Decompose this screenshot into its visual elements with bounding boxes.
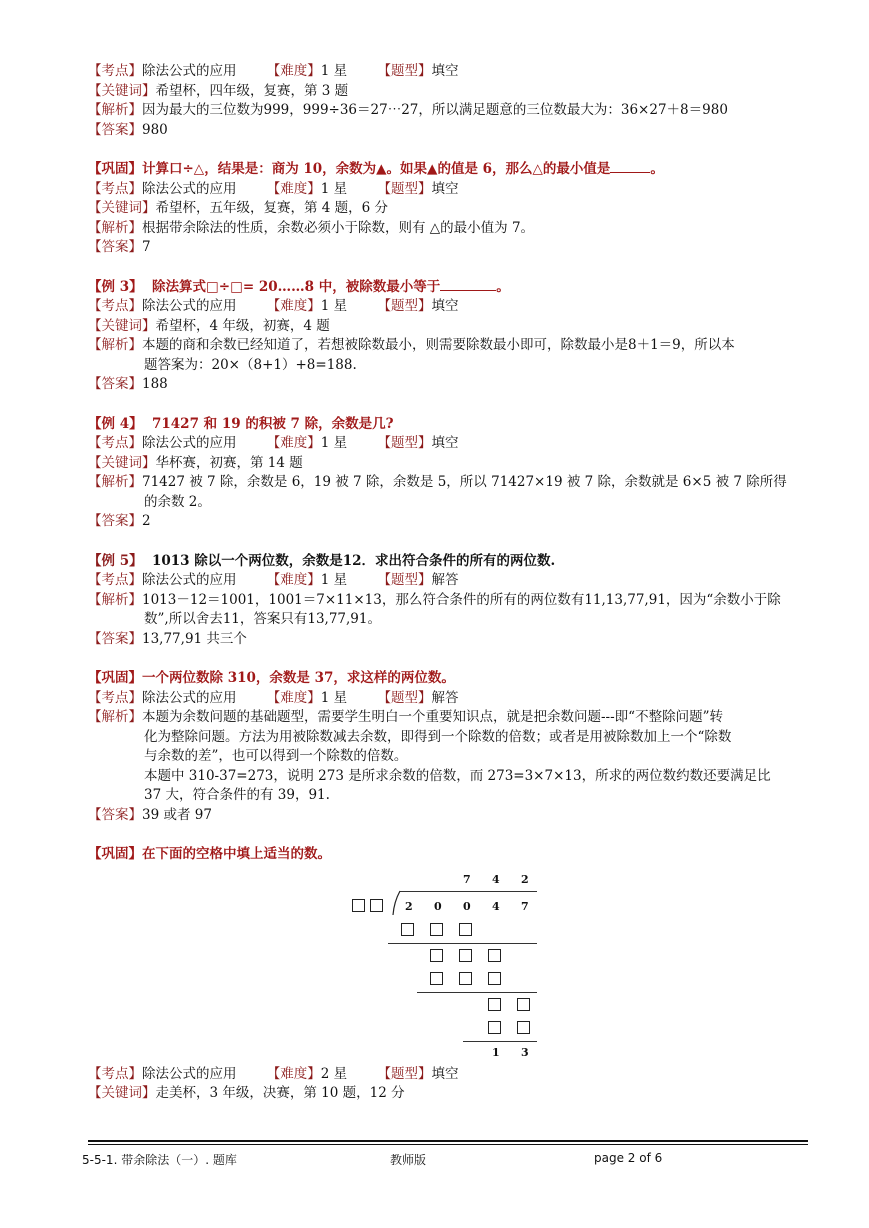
quotient-digit: 7 (463, 872, 471, 886)
question-line (88, 845, 808, 865)
digit-box[interactable] (430, 923, 443, 936)
divisor-box[interactable] (352, 899, 365, 912)
nandu-value: 1 星 (320, 689, 348, 706)
digit-box[interactable] (459, 949, 472, 962)
tixing-tag: 【题型】 (377, 180, 432, 197)
nandu-tag: 【难度】 (266, 298, 321, 314)
nandu-value: 1 星 (320, 298, 348, 314)
question-label: 【巩固】 (88, 161, 142, 177)
keyword-tag: 【关键词】 (88, 200, 156, 216)
analysis-tag: 【解析】 (88, 219, 142, 236)
tixing-value: 填空 (431, 180, 459, 197)
nandu-tag: 【难度】 (266, 435, 321, 451)
digit-box[interactable] (488, 949, 501, 962)
answer-tag: 【答案】 (88, 630, 142, 647)
kaodian-value: 除法公式的应用 (142, 689, 237, 706)
question-text: 在下面的空格中填上适当的数。 (142, 846, 331, 862)
question-text: 一个两位数除 310，余数是 37，求这样的两位数。 (142, 670, 455, 686)
analysis-text-cont: 化为整除问题。方法为用被除数减去余数，即得到一个除数的倍数；或者是用被除数加上一个“除数 (144, 728, 732, 745)
dividend-digit: 4 (492, 899, 500, 913)
meta-line (88, 297, 808, 317)
kaodian-tag: 【考点】 (88, 180, 142, 197)
digit-box[interactable] (430, 949, 443, 962)
subtraction-line (388, 943, 537, 944)
question-label: 【例 4】 (88, 415, 143, 432)
keyword-tag: 【关键词】 (88, 1085, 156, 1101)
footer-doc-title: 5-5-1. 带余除法（一）. 题库 (82, 1153, 237, 1167)
nandu-tag: 【难度】 (266, 689, 321, 706)
question-line (88, 552, 808, 572)
meta-line (88, 571, 808, 591)
divisor-box[interactable] (370, 899, 383, 912)
meta-line (88, 689, 808, 709)
tixing-tag: 【题型】 (377, 1065, 432, 1082)
answer-blank (610, 160, 650, 173)
footer-rule (88, 1140, 808, 1142)
kaodian-value: 除法公式的应用 (142, 298, 237, 314)
footer-edition: 教师版 (390, 1153, 427, 1167)
question-text: 1013 除以一个两位数，余数是12．求出符合条件的所有的两位数. (152, 552, 556, 569)
answer-value: 39 或者 97 (142, 806, 212, 823)
question-label: 【巩固】 (88, 846, 142, 862)
problem-block-7 (88, 845, 808, 1104)
analysis-text: 1013－12＝1001，1001＝7×11×13，那么符合条件的所有的两位数有11,13,77,91，因为“余数小于除 (142, 591, 781, 608)
dividend-digit: 0 (434, 899, 442, 913)
tixing-tag: 【题型】 (377, 572, 432, 588)
tixing-tag: 【题型】 (377, 298, 432, 314)
long-division-diagram (0, 869, 869, 1059)
nandu-tag: 【难度】 (266, 180, 321, 197)
digit-box[interactable] (459, 972, 472, 985)
tixing-tag: 【题型】 (377, 689, 432, 706)
digit-box[interactable] (488, 998, 501, 1011)
nandu-value: 1 星 (320, 435, 348, 451)
keyword-value: 希望杯，五年级，复赛，第 4 题，6 分 (155, 200, 389, 216)
answer-value: 13,77,91 共三个 (142, 630, 247, 647)
problem-block-6 (88, 669, 808, 825)
digit-box[interactable] (488, 972, 501, 985)
digit-box[interactable] (488, 1021, 501, 1034)
keyword-tag: 【关键词】 (88, 82, 156, 99)
keyword-value: 希望杯，四年级，复赛，第 3 题 (155, 82, 349, 99)
question-label: 【巩固】 (88, 670, 142, 686)
subtraction-line (417, 992, 537, 993)
nandu-tag: 【难度】 (266, 572, 321, 588)
page-footer (82, 1140, 808, 1169)
problem-block-4 (88, 415, 808, 532)
footer-rule (88, 1144, 808, 1145)
analysis-tag: 【解析】 (88, 474, 142, 490)
dividend-digit: 0 (463, 899, 471, 913)
analysis-text-cont: 本题中 310-37=273，说明 273 是所求余数的倍数，而 273=3×7×13，所求的两位数约数还要满足比 (144, 767, 771, 784)
question-text: 除法算式□÷□= 20……8 中，被除数最小等于 (152, 278, 441, 295)
digit-box[interactable] (517, 998, 530, 1011)
answer-value: 7 (142, 239, 151, 255)
digit-box[interactable] (430, 972, 443, 985)
kaodian-value: 除法公式的应用 (142, 435, 237, 451)
analysis-tag: 【解析】 (88, 709, 142, 725)
keyword-value: 华杯赛，初赛，第 14 题 (155, 454, 303, 471)
question-line (88, 415, 808, 435)
nandu-value: 1 星 (320, 572, 348, 588)
keyword-value: 希望杯，4 年级，初赛，4 题 (155, 317, 330, 334)
analysis-tag: 【解析】 (88, 591, 142, 608)
meta-line (88, 1065, 808, 1085)
kaodian-value: 除法公式的应用 (142, 572, 237, 588)
meta-line (88, 62, 808, 82)
nandu-value: 1 星 (320, 180, 348, 197)
dividend-digit: 7 (521, 899, 529, 913)
meta-line (88, 434, 808, 454)
analysis-text: 因为最大的三位数为999，999÷36＝27⋯27，所以满足题意的三位数最大为：36×27＋8＝980 (142, 102, 728, 118)
division-bracket (392, 890, 404, 916)
question-line (88, 669, 808, 689)
answer-blank (440, 278, 496, 291)
problem-block-5 (88, 552, 808, 650)
quotient-digit: 2 (521, 872, 529, 886)
dividend-digit: 2 (405, 899, 413, 913)
nandu-tag: 【难度】 (266, 1065, 321, 1082)
answer-tag: 【答案】 (88, 513, 142, 529)
kaodian-value: 除法公式的应用 (142, 1065, 237, 1082)
question-label: 【例 3】 (88, 278, 143, 295)
keyword-value: 走美杯，3 年级，决赛，第 10 题，12 分 (155, 1085, 405, 1101)
tixing-value: 填空 (431, 1065, 459, 1082)
analysis-text-cont: 与余数的差”，也可以得到一个除数的倍数。 (144, 748, 408, 764)
digit-box[interactable] (517, 1021, 530, 1034)
question-label: 【例 5】 (88, 552, 143, 569)
kaodian-value: 除法公式的应用 (142, 180, 237, 197)
division-bar (400, 891, 537, 892)
digit-box[interactable] (459, 923, 472, 936)
tixing-value: 解答 (431, 689, 459, 706)
analysis-text: 本题为余数问题的基础题型，需要学生明白一个重要知识点，就是把余数问题---即“不整除问题”转 (142, 709, 723, 725)
nandu-value: 2 星 (320, 1065, 348, 1082)
analysis-tag: 【解析】 (88, 102, 142, 118)
tixing-tag: 【题型】 (377, 63, 432, 79)
question-line: 【巩固】计算口÷△，结果是：商为 10，余数为▲。如果▲的值是 6，那么△的最小值是 。 (88, 161, 664, 177)
problem-block-3 (88, 278, 808, 395)
answer-value: 980 (142, 121, 168, 138)
analysis-text: 71427 被 7 除，余数是 6，19 被 7 除，余数是 5，所以 71427×19 被 7 除，余数就是 6×5 被 7 除所得 (142, 474, 787, 490)
nandu-value: 1 星 (320, 63, 348, 79)
analysis-text-cont: 的余数 2。 (144, 493, 211, 510)
analysis-text: 本题的商和余数已经知道了，若想被除数最小，则需要除数最小即可，除数最小是8＋1＝9，所以本 (142, 337, 735, 353)
kaodian-tag: 【考点】 (88, 689, 142, 706)
question-line: 【例 3】 除法算式□÷□= 20……8 中，被除数最小等于 。 (88, 278, 510, 295)
kaodian-tag: 【考点】 (88, 63, 142, 79)
meta-line (88, 180, 808, 200)
analysis-text-cont: 题答案为：20×（8+1）+8=188. (144, 356, 357, 373)
question-text: 71427 和 19 的积被 7 除，余数是几? (152, 415, 394, 432)
answer-tag: 【答案】 (88, 121, 142, 138)
page-content (88, 62, 808, 1104)
answer-value: 2 (142, 513, 151, 529)
keyword-tag: 【关键词】 (88, 454, 156, 471)
answer-value: 188 (142, 376, 168, 392)
tixing-value: 填空 (431, 298, 459, 314)
tixing-value: 填空 (431, 63, 459, 79)
subtraction-line (463, 1041, 537, 1042)
remainder-digit: 1 (492, 1045, 500, 1059)
answer-tag: 【答案】 (88, 239, 142, 255)
kaodian-tag: 【考点】 (88, 572, 142, 588)
answer-tag: 【答案】 (88, 806, 142, 823)
tixing-value: 填空 (431, 435, 459, 451)
quotient-digit: 4 (492, 872, 500, 886)
problem-block-2 (88, 160, 808, 258)
nandu-tag: 【难度】 (266, 63, 321, 79)
footer-page-number: page 2 of 6 (594, 1151, 663, 1165)
kaodian-value: 除法公式的应用 (142, 63, 237, 79)
kaodian-tag: 【考点】 (88, 298, 142, 314)
analysis-text-cont: 数”,所以舍去11，答案只有13,77,91。 (144, 611, 381, 627)
analysis-text-cont: 37 大，符合条件的有 39，91. (144, 787, 330, 803)
analysis-text: 根据带余除法的性质，余数必须小于除数，则有 △的最小值为 7。 (142, 219, 535, 236)
remainder-digit: 3 (521, 1045, 529, 1059)
analysis-tag: 【解析】 (88, 337, 142, 353)
kaodian-tag: 【考点】 (88, 1065, 142, 1082)
tixing-tag: 【题型】 (377, 435, 432, 451)
kaodian-tag: 【考点】 (88, 435, 142, 451)
problem-block-1 (88, 62, 808, 140)
tixing-value: 解答 (431, 572, 459, 588)
digit-box[interactable] (401, 923, 414, 936)
keyword-tag: 【关键词】 (88, 317, 156, 334)
answer-tag: 【答案】 (88, 376, 142, 392)
question-text: 计算口÷△，结果是：商为 10，余数为▲。如果▲的值是 6，那么△的最小值是 (142, 161, 611, 177)
